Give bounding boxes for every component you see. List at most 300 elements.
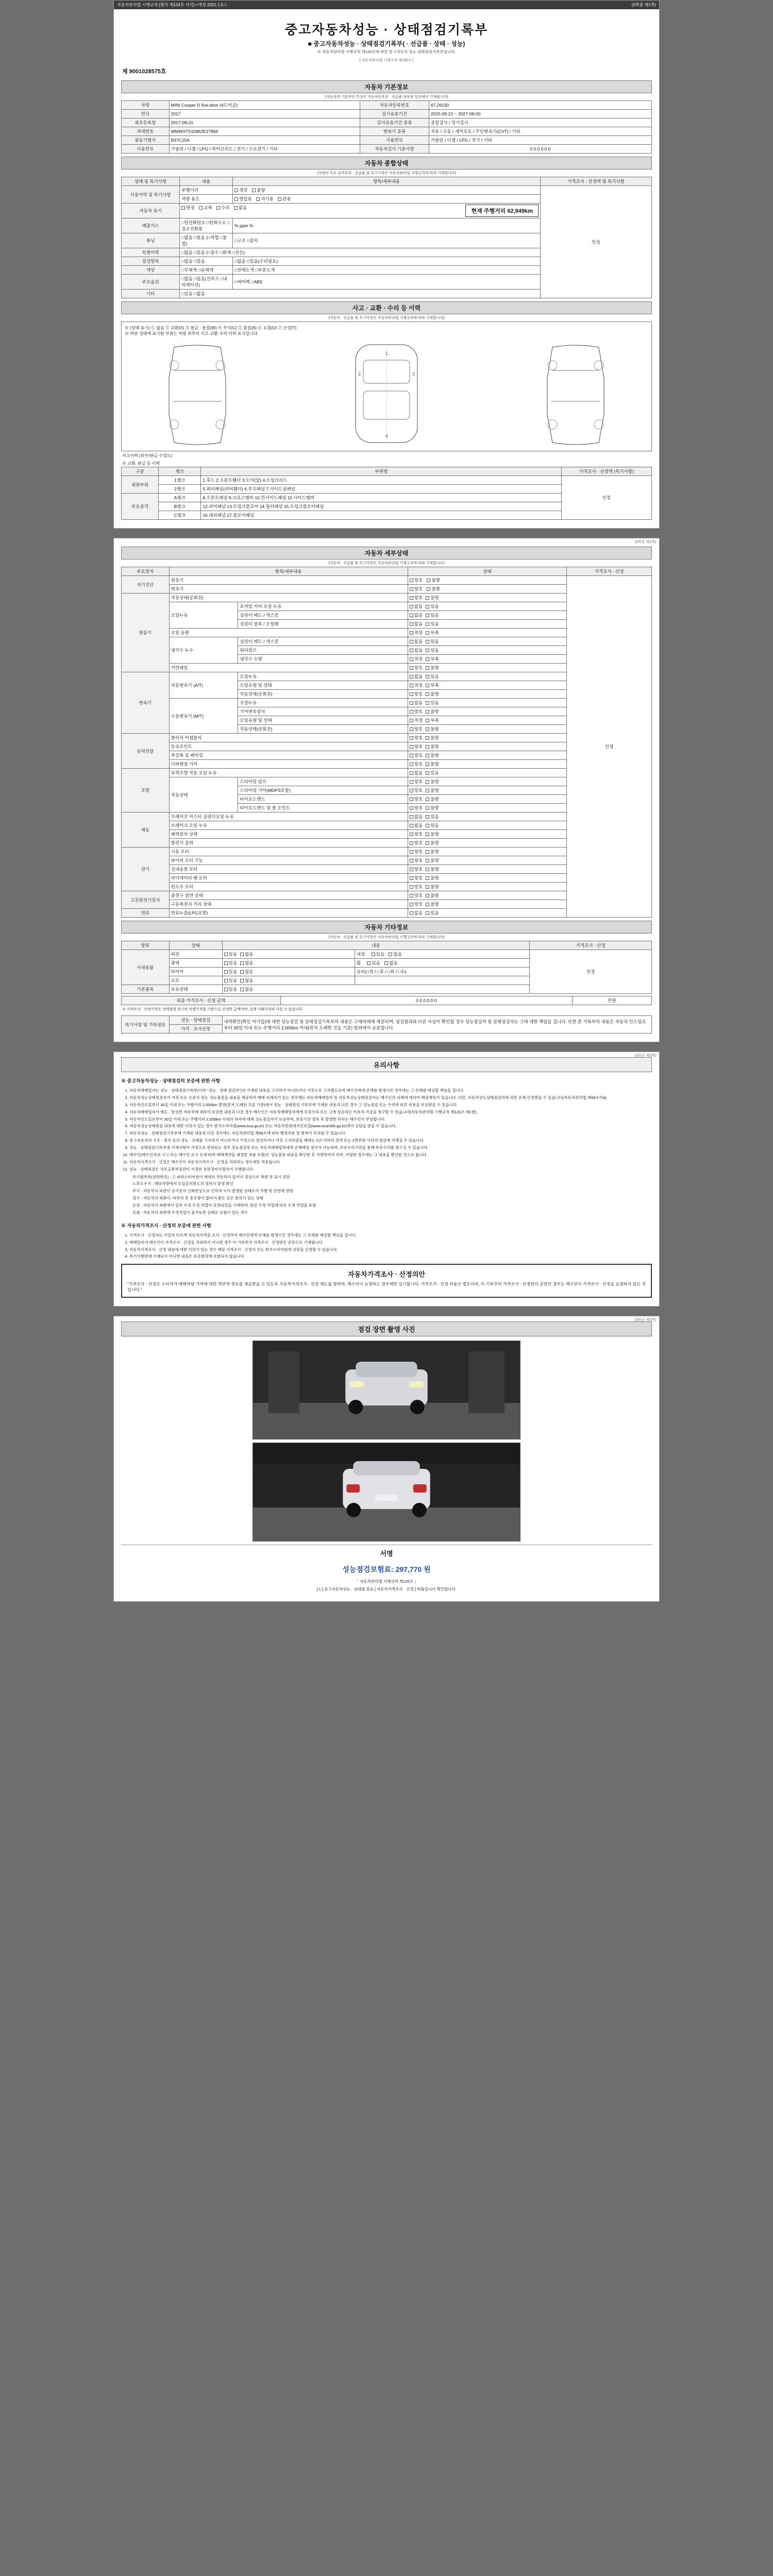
detail-sub-1-2: 실린더 헤드 / 개스킷: [238, 611, 408, 620]
checkbox-option[interactable]: 정상: [234, 187, 247, 193]
page-2: [113, 538, 660, 1042]
parts-items-0: 1.후드 2.프론트휀더 3.도어(앞) 4.트렁크리드: [201, 476, 562, 485]
checkbox-option[interactable]: 불량: [426, 595, 439, 601]
checkbox-option[interactable]: 있음: [372, 951, 384, 957]
checkbox-option[interactable]: 양호: [410, 787, 423, 793]
detail-item-6-4: 윈도우 모터: [169, 883, 408, 891]
other-header-3: 가격조사 · 산정: [530, 941, 652, 950]
overall-signature: 인정: [540, 186, 651, 298]
overall-state-table: [121, 177, 652, 298]
detail-opts-2-6: [408, 725, 567, 734]
checkbox-option[interactable]: 양호: [410, 735, 423, 741]
page-1: [113, 0, 660, 529]
parts-signature: 인정: [562, 476, 652, 520]
detail-header-0: 주요장치: [122, 567, 170, 576]
list-item: 검수 : 자동차의 외판이, 피부의 종 중요항이 없어서 좋은 감은 분위기 있는 상태: [132, 1196, 263, 1201]
signature-section-title: 서명: [121, 1545, 652, 1561]
list-item: 노후도수지 : 해당차량에서 오일감지한도의 정차시 발생 확인: [132, 1181, 233, 1187]
other-cat-4: 기본품목: [122, 985, 170, 994]
checkbox-option[interactable]: 불량: [426, 778, 439, 785]
checkbox-option[interactable]: 있음: [224, 977, 237, 984]
parts-rank-1: 2랭크: [159, 485, 201, 494]
remarks-text: 내역확인(확인 미기입)에 대한 성능점검 및 상태점검기록부의 내용은 구매자에게 제공되며, 점검결과와 다른 사실이 확인될 경우 성능점검자 및 상태점검자는 그에 대한 책임을 집니다. 또한 본 기록부의 내용은 자동차 인도일로부터 30일 이내 또는 주행거리 2,000km 이내(먼저 도래한 것을 기준) 범위에서 유효합니다.: [222, 1016, 652, 1033]
detail-sub-1-3: 실린더 블록 / 오일팬: [238, 620, 408, 629]
list-item: 4. 특기사항란에 기재되지 아니한 내용은 보증범위에 포함되지 않습니다.: [129, 1254, 652, 1260]
detail-opts-4-2: [408, 786, 567, 795]
parts-items-1: 5.쿼터패널(리어휀더) 6.루프패널 7.사이드실패널: [201, 485, 562, 494]
parts-col-items: 부위명: [201, 467, 562, 476]
checkbox-option[interactable]: 부족: [426, 630, 439, 636]
checkbox-option[interactable]: 있음: [426, 647, 439, 653]
car-top-diagram: [304, 340, 469, 448]
detail-item-1-1: 오일누유: [169, 602, 238, 629]
detail-item-3-1: 등속조인트: [169, 742, 408, 751]
overall-content-6: □없음 □있음: [180, 257, 233, 266]
checkbox-option[interactable]: 적정: [410, 717, 423, 723]
overall-header-1: 내용: [180, 177, 233, 186]
checkbox-option[interactable]: 양호: [410, 857, 423, 863]
detail-item-2-3: 수동변속기 (M/T): [169, 699, 238, 734]
checkbox-option[interactable]: 없음: [410, 910, 423, 916]
checkbox-option[interactable]: 불량: [252, 187, 265, 193]
table-row: [122, 101, 652, 110]
basic-value-0: MINI Cooper D five-door (4도어급): [169, 101, 360, 110]
notice-heading-2: ※ 자동차가격조사 · 산정의 보증에 관한 사항: [121, 1223, 211, 1228]
checkbox-option[interactable]: 있음: [224, 969, 237, 975]
checkbox-option[interactable]: 불량: [426, 892, 439, 899]
checkbox-option[interactable]: 있음: [426, 814, 439, 820]
detail-item-6-3: 라디에이터 팬 모터: [169, 874, 408, 883]
detail-opts-2-5: [408, 716, 567, 725]
checkbox-option[interactable]: 불량: [426, 743, 439, 750]
header-note: ※ 자동차관리법 시행규칙 제120조에 따른 중고자동차 성능·상태점검기록부입니다.: [317, 49, 456, 54]
other-opts-1: [222, 959, 355, 968]
overall-label-5: 특별이력: [122, 248, 180, 257]
detail-opts-6-0: [408, 848, 567, 856]
checkbox-option[interactable]: 양호: [410, 752, 423, 758]
car-side-right-diagram: [537, 340, 614, 448]
checkbox-option[interactable]: 불량: [426, 840, 439, 846]
detail-opts-4-4: [408, 804, 567, 812]
detail-item-0-0: 원동기: [169, 576, 408, 585]
detail-opts-1-6: [408, 646, 567, 655]
checkbox-option[interactable]: 불량: [426, 752, 439, 758]
other-item2-2: 유리(□전 / □후 / □좌 / □우): [355, 968, 530, 976]
checkbox-option[interactable]: 불량: [426, 831, 439, 837]
page-subtitle: ■ 중고자동차성능 · 상태점검기록부( · 선급품 · 상태 · 성능): [308, 40, 465, 47]
table-row: [122, 476, 652, 485]
section-other-note: (자동차 · 선급품 및 특기사항은 자동차관리법 시행규칙에 따라 기재합니다): [328, 936, 445, 939]
parts-col-rank: 랭크: [159, 467, 201, 476]
list-item: 1. 가격조사 · 산정자는 사실과 다르게 자동차가격을 조사 · 산정하여 매수인에게 손해를 발생시킨 경우에는 그 손해를 배상할 책임을 집니다.: [129, 1233, 652, 1239]
checkbox-option[interactable]: 양호: [410, 761, 423, 767]
table-row: [122, 110, 652, 118]
detail-opts-3-2: [408, 751, 567, 760]
overall-content-2: [180, 204, 541, 218]
footer-note-1: 「 자동차관리법 시행규칙 제120조 」: [355, 1579, 418, 1584]
table-header-row: [122, 467, 652, 476]
detail-opts-0-1: [408, 585, 567, 594]
checkbox-option[interactable]: 없음: [410, 647, 423, 653]
checkbox-option[interactable]: 양호: [410, 849, 423, 855]
detail-header-2: 상태: [408, 567, 567, 576]
parts-rank-3: B랭크: [159, 502, 201, 511]
overall-content-1: 차량 용도: [180, 195, 233, 204]
checkbox-option[interactable]: 불량: [426, 857, 439, 863]
parts-cat-0: 외판부위: [122, 476, 159, 494]
checkbox-option[interactable]: 자가용: [256, 196, 274, 202]
basic-value2-1: 2025-09-21 ~ 2027-08-00: [429, 110, 651, 118]
svg-text:1: 1: [385, 351, 389, 356]
table-row: [122, 118, 652, 127]
parts-rank-2: A랭크: [159, 494, 201, 502]
list-item: 7. 자동차성능 · 상태점검기록부에 기재된 내용과 다른 경우에는 자동차관리법 제58조에 따라 행정처분 및 벌칙이 부과될 수 있습니다.: [129, 1131, 652, 1137]
remarks-table: [121, 1015, 652, 1033]
checkbox-option[interactable]: 불량: [426, 805, 439, 811]
list-item: 9. 성능 · 상태점검기록부에 기재사항이 거짓으로 판단되는 경우 성능점검장 또는 자동차매매업자에게 손해배상 청구가 가능하며, 보증수리기관을 통해 보증수리를 받으실 수 있습니다.: [129, 1145, 652, 1151]
checkbox-option[interactable]: 적정: [410, 682, 423, 688]
detail-item-6-0: 시동 모터: [169, 848, 408, 856]
basic-value-4: 가솔린 / 디젤 / LPG / 하이브리드 / 전기 / 수소전기 / 기타: [169, 145, 360, 154]
checkbox-option[interactable]: 없음: [389, 951, 401, 957]
list-item: 2. 자동차성능상태점검자가 거짓 또는 오류가 있는 성능점검을 내용을 제공하여 매매 피해자가 있는 경우에는 자동차매매업자 및 자동차성능상태점검자는 매수인의 피해에 대하여 배상책임이 있습니다. 다만, 자동차성능상태점검자에 의한 손해 산정받을 수 있습니다(자동차관리법 제58조의4).: [129, 1095, 652, 1101]
checkbox-option[interactable]: 없음: [410, 621, 423, 627]
other-opts-4: [222, 985, 530, 994]
list-item: 부식 : 자동차의 외판이 공기중의 산화현상으로 인하여 녹이 발생된 상태로서 주행 및 안전에 영향: [132, 1189, 293, 1194]
detail-group-6: 전기: [122, 848, 170, 891]
detail-item-5-1: 브레이크 오일 누유: [169, 821, 408, 830]
detail-opts-1-2: [408, 611, 567, 620]
checkbox-option[interactable]: 없음: [240, 951, 253, 957]
other-item2-label-1: 휠: [356, 960, 361, 965]
other-header-1: 상태: [169, 941, 222, 950]
price-guarantee-text: "가격조사 · 산정은 소비자가 매매차량 가격에 대한 객관적 정보를 제공받을 수 있도록 자동차가격조사 · 산정 제도를 말하며, 매수인이 요청하는 경우에만 실시합니다. 가격조사 · 산정 비용은 별도이며, 이 기록부의 가격조사 · 산정란이 공란인 경우는 매수인이 가격조사 · 산정을 요청하지 않은 것입니다.": [127, 1282, 646, 1293]
overall-detail-0: [233, 186, 541, 195]
checkbox-option[interactable]: 양호: [410, 726, 423, 732]
detail-opts-3-1: [408, 742, 567, 751]
checkbox-option[interactable]: 없음: [234, 205, 247, 211]
checkbox-option[interactable]: 불량: [427, 577, 440, 583]
detail-item-6-2: 실내송풍 모터: [169, 865, 408, 874]
table-header-row: [122, 567, 652, 576]
detail-item-7-1: 구동축전지 격리 상태: [169, 900, 408, 909]
checkbox-option[interactable]: 없음: [410, 612, 423, 618]
parts-items-3: 12.리어패널 13.트렁크플로어 14.필러패널 15.트렁크플로어패널: [201, 502, 562, 511]
checkbox-option[interactable]: 있음: [426, 621, 439, 627]
detail-item-2-0: 자동변속기 (A/T): [169, 672, 238, 699]
checkbox-option[interactable]: 불량: [426, 787, 439, 793]
other-item-1: 광택: [169, 959, 222, 968]
checkbox-option[interactable]: 양호: [410, 743, 423, 750]
checkbox-option[interactable]: 양호: [410, 577, 423, 583]
price-guarantee-box: [121, 1264, 652, 1298]
section-basic-title: 자동차 기본정보: [121, 80, 652, 93]
checkbox-option[interactable]: 양호: [410, 866, 423, 872]
detail-header-3: 가격조사 · 산정: [567, 567, 652, 576]
checkbox-option[interactable]: 양호: [410, 691, 423, 697]
overall-label-2: 자동차 표기: [122, 204, 180, 218]
checkbox-option[interactable]: 있음: [426, 603, 439, 609]
checkbox-option[interactable]: 없음: [240, 969, 253, 975]
list-item: 8. 중고자동차의 구조 · 장치 등의 성능 · 상태를 고지하지 아니하거나 거짓으로 점검하거나 거짓 고지하였을 때에는 2년 이하의 징역 또는 2천만원 이하의 벌금에 처해질 수 있습니다.: [129, 1138, 652, 1144]
checkbox-option[interactable]: 없음: [240, 977, 253, 984]
checkbox-option[interactable]: 부족: [426, 717, 439, 723]
checkbox-option[interactable]: 있음: [426, 770, 439, 776]
overall-header-3: 가격조사 · 산정액 및 특기사항: [540, 177, 651, 186]
checkbox-option[interactable]: 불량: [426, 665, 439, 671]
list-item: 3. 자동차인도일부터 30일 이내 또는 주행거리 2,000km 범위(먼저 도래한 것을 기준)에서 성능 · 상태점검 기록부에 기재된 내용과 다른 경우 그 성능점검 또는 수리에 따른 비용을 보상받을 수 있습니다.: [129, 1103, 652, 1108]
detail-sub-2-2: 작동상태(공회전): [238, 690, 408, 699]
final-price-label: 최종 가격조사 · 산정 금액: [122, 996, 281, 1005]
detail-item-1-4: 오일 유량: [169, 629, 408, 637]
notice-list-1: [121, 1088, 652, 1173]
notice-list-2: [121, 1233, 652, 1260]
form-reference: 자동차관리법 시행규칙 [별지 제134호 서식] <개정 2021.1.5.>: [117, 3, 227, 7]
section-accident-note: (자동차 · 선급품 및 특기사항은 자동차관리법 시행규칙에 따라 기재합니다): [328, 316, 445, 320]
table-row: [122, 145, 652, 154]
detail-opts-1-8: [408, 664, 567, 672]
page-number-2: (3쪽중 제2쪽): [634, 540, 656, 544]
overall-detail-1: [233, 195, 541, 204]
checkbox-option[interactable]: 없음: [410, 822, 423, 828]
checkbox-option[interactable]: 없음: [410, 814, 423, 820]
detail-opts-5-2: [408, 830, 567, 839]
detail-item-3-3: 디퍼렌셜 기어: [169, 760, 408, 769]
checkbox-option[interactable]: 불량: [426, 708, 439, 715]
checkbox-option[interactable]: 불량: [426, 901, 439, 907]
detail-opts-4-3: [408, 795, 567, 804]
checkbox-option[interactable]: 양호: [410, 586, 423, 592]
overall-content-5: □없음 □있음 (□침수 □화재 □전손): [180, 248, 541, 257]
checkbox-option[interactable]: 영업용: [234, 196, 252, 202]
car-damage-diagram: [121, 321, 652, 451]
checkbox-option[interactable]: 양호: [410, 840, 423, 846]
checkbox-option[interactable]: 불량: [426, 884, 439, 890]
detail-opts-1-5: [408, 637, 567, 646]
detail-sub-2-6: 작동상태(공회전): [238, 725, 408, 734]
detail-opts-1-4: [408, 629, 567, 637]
checkbox-option[interactable]: 관용: [278, 196, 291, 202]
section-other-title: 자동차 기타정보: [121, 921, 652, 934]
detail-item-5-3: 발전기 출력: [169, 839, 408, 848]
checkbox-option[interactable]: 불량: [426, 761, 439, 767]
checkbox-option[interactable]: 적정: [410, 656, 423, 662]
detail-opts-2-2: [408, 690, 567, 699]
checkbox-option[interactable]: 불량: [426, 726, 439, 732]
list-item: 3. 자동차가격조사 · 산정 내용에 대한 이의가 있는 경우 해당 가격조사 · 산정자 또는 한국소비자원에 상담을 신청할 수 있습니다.: [129, 1247, 652, 1253]
overall-detail-6: □없음 □있음(수리필요): [233, 257, 541, 266]
other-cat-0: 사내용품: [122, 950, 170, 985]
other-item-0: 외관: [169, 950, 222, 959]
mileage-label: 현재 주행거리: [471, 208, 506, 214]
other-item2-0: [355, 950, 530, 959]
checkbox-option[interactable]: 양호: [410, 884, 423, 890]
section-accident-title: 사고 · 교환 · 수리 등 이력: [121, 301, 652, 314]
photo-section-title: 점검 장면 촬영 사진: [121, 1321, 652, 1336]
detail-sub-1-5: 실린더 헤드 / 개스킷: [238, 637, 408, 646]
checkbox-option[interactable]: 양호: [410, 778, 423, 785]
detail-sub-1-6: 워터펌프: [238, 646, 408, 655]
detail-item-8-0: 연료누출(LPG포함): [169, 909, 408, 918]
detail-opts-6-3: [408, 874, 567, 883]
checkbox-option[interactable]: 있음: [426, 612, 439, 618]
list-item: 11. 자동차가격조사 · 산정은 매수인이 자동차가격조사 · 산정을 의뢰하는 경우에만 적용됩니다.: [129, 1160, 652, 1165]
overall-header-0: 상태 및 특기사항: [122, 177, 180, 186]
basic-value2-3: 자동 / 수동 / 세미오토 / 무단변속기(CVT) / 기타: [429, 127, 651, 136]
checkbox-option[interactable]: 없음: [240, 960, 253, 966]
detail-opts-2-4: [408, 707, 567, 716]
checkbox-option[interactable]: 없음: [384, 960, 397, 966]
checkbox-option[interactable]: 적정: [410, 630, 423, 636]
header-law: [ 자동차관리법 시행규칙 제120조 ]: [359, 59, 414, 62]
checkbox-option[interactable]: 없음: [410, 603, 423, 609]
basic-label2-2: 검사유효기간 종류: [360, 118, 429, 127]
detail-opts-2-0: [408, 672, 567, 681]
table-row: [122, 950, 652, 959]
inspection-fee: 성능점검보험료: 297,770 원: [342, 1565, 431, 1574]
checkbox-option[interactable]: 있음: [224, 951, 237, 957]
checkbox-option[interactable]: 변경: [181, 205, 194, 211]
detail-opts-7-0: [408, 891, 567, 900]
list-item: 4. 자동차매매업자가 매도 · 알선한 자동차에 대하여 보증한 내용과 다른 경우 매수인은 자동차매매업자에게 보증수리 또는 그에 상응하는 비용의 지급을 청구할 수 있습니다(자동차관리법 시행규칙 제120조 제1항).: [129, 1110, 652, 1115]
checkbox-option[interactable]: 불량: [426, 866, 439, 872]
checkbox-option[interactable]: 있음: [426, 638, 439, 645]
table-row: [122, 576, 652, 585]
other-signature: 인정: [530, 950, 652, 994]
checkbox-option[interactable]: 불량: [426, 735, 439, 741]
overall-label-3: 배출가스: [122, 218, 180, 233]
checkbox-option[interactable]: 있음: [426, 700, 439, 706]
table-row: [122, 186, 652, 195]
car-side-left-diagram: [159, 340, 236, 448]
detail-opts-6-2: [408, 865, 567, 874]
checkbox-option[interactable]: 없음: [240, 986, 253, 992]
checkbox-option[interactable]: 불량: [427, 586, 440, 592]
page-number-3: (3쪽중 제3쪽): [634, 1054, 656, 1058]
checkbox-option[interactable]: 불량: [426, 849, 439, 855]
checkbox-option[interactable]: 없음: [410, 700, 423, 706]
checkbox-option[interactable]: 있음: [426, 822, 439, 828]
list-item: 10. 매수인(매수인과의 시고 또는 매수인 요구 등에 따라 매매계약을 체결한 자를 포함)은 성능점검 내용을 확인한 후 서명하여야 하며, 서명한 경우에는 그 내용을 확인한 것으로 봅니다.: [129, 1153, 652, 1158]
detail-opts-7-1: [408, 900, 567, 909]
checkbox-option[interactable]: 있음: [224, 960, 237, 966]
parts-rank-0: 1랭크: [159, 476, 201, 485]
overall-detail-4: □구조 □장치: [233, 233, 541, 248]
overall-label-4: 튜닝: [122, 233, 180, 248]
checkbox-option[interactable]: 있음: [426, 673, 439, 680]
checkbox-option[interactable]: 양호: [410, 708, 423, 715]
detail-opts-0-0: [408, 576, 567, 585]
detail-group-4: 조향: [122, 769, 170, 812]
checkbox-option[interactable]: 부족: [426, 682, 439, 688]
basic-label2-6: 자동차검사 기준사항: [360, 145, 429, 154]
accident-legend-1: ※ (상태 표시) ① 없음 ② 교환(X) ③ 판금 · 용접(W) ④ 부식(C) ⑤ 흠집(A) ⑥ 요철(U) ⑦ 손상(T): [125, 326, 297, 330]
detail-item-1-0: 작동상태(공회전): [169, 594, 408, 602]
parts-items-2: 8.프론트패널 9.크로스멤버 10.인사이드패널 11.사이드멤버: [201, 494, 562, 502]
list-item: 보기별목록(상단번호) : ① 파워스티어링이 제대로 작동하지 않거나 정상으로 복원 및 표시 진단: [132, 1174, 290, 1179]
overall-label-9: 기타: [122, 290, 180, 298]
detail-opts-1-7: [408, 655, 567, 664]
checkbox-option[interactable]: 양호: [410, 901, 423, 907]
basic-value-1: 2017: [169, 110, 360, 118]
checkbox-option[interactable]: 있음: [426, 910, 439, 916]
other-item-2: 타이어: [169, 968, 222, 976]
overall-label-0: 사용이력 및 특기사항: [122, 186, 180, 204]
front-photo: [253, 1341, 520, 1439]
accident-parts-title: 사고이력 (외부/판금 수절도): [122, 453, 173, 458]
other-item-4: 보유상태: [169, 985, 222, 994]
detail-group-2: 변속기: [122, 672, 170, 734]
detail-opts-5-3: [408, 839, 567, 848]
list-item: 손상 : 자동차의 외판에서 일부 수정 수정 작업이 요청되었을 기재하며, 판금 수정 작업에 따른 도색 작업을 포함: [132, 1203, 316, 1208]
final-price-note: ※ 가격조사 · 산정가격은 상태점검 당시의 차량가격을 기준으로 산정한 금액이며, 실제 거래가격과 다를 수 있습니다.: [122, 1008, 304, 1011]
form-topbar: [114, 1, 659, 9]
checkbox-option[interactable]: 있음: [367, 960, 380, 966]
basic-label-1: 연식: [122, 110, 170, 118]
checkbox-option[interactable]: 양호: [410, 665, 423, 671]
checkbox-option[interactable]: 양호: [410, 805, 423, 811]
checkbox-option[interactable]: 양호: [410, 595, 423, 601]
svg-text:2: 2: [412, 371, 415, 377]
section-detail-note: (자동차 · 선급품 및 특기사항은 자동차관리법 시행규칙에 따라 기재합니다): [328, 562, 445, 565]
detail-opts-2-3: [408, 699, 567, 707]
checkbox-option[interactable]: 부족: [426, 656, 439, 662]
checkbox-option[interactable]: 불량: [426, 796, 439, 802]
accident-parts-note: ※ 교환, 판금 등 이력: [122, 461, 160, 466]
basic-info-table: [121, 100, 652, 154]
checkbox-option[interactable]: 불량: [426, 691, 439, 697]
inspection-digits: 0 0 0 0 0 0: [429, 145, 651, 154]
checkbox-option[interactable]: 있음: [224, 986, 237, 992]
checkbox-option[interactable]: 없음: [410, 638, 423, 645]
detail-sub-2-3: 오일누유: [238, 699, 408, 707]
detail-item-7-0: 충전구 절연 상태: [169, 891, 408, 900]
checkbox-option[interactable]: 수리: [216, 205, 229, 211]
footer-note-3: [ 1 ] 중고자동차성능 · 상태점 검표 [ 자동차가격조사 · 산정 ] 바랍입니다 확인합니다.: [316, 1587, 457, 1592]
other-item2-3: [355, 976, 530, 985]
detail-sub-2-5: 오일유량 및 상태: [238, 716, 408, 725]
mileage-box: [465, 205, 538, 217]
checkbox-option[interactable]: 양호: [410, 892, 423, 899]
overall-label-6: 점검항목: [122, 257, 180, 266]
notice-sublist: [121, 1175, 652, 1216]
rear-photo-wrap: [253, 1443, 520, 1541]
checkbox-option[interactable]: 불량: [426, 875, 439, 881]
inspection-fee-label: 성능점검보험료: [342, 1565, 392, 1574]
detail-opts-6-1: [408, 856, 567, 865]
overall-content-4: □없음 □있음 (□적법 □불법): [180, 233, 233, 248]
checkbox-option[interactable]: 양호: [410, 875, 423, 881]
checkbox-option[interactable]: 교체: [199, 205, 212, 211]
parts-col-price: 가격조사 · 산정액 (특기사항): [562, 467, 652, 476]
basic-value-5: B37C15A: [169, 136, 360, 145]
list-item: 6. 자동차성능상태점검 내용에 대한 이의가 있는 경우 한국소비자원(www.kca.go.kr) 또는 자동차민원대국민포털(www.ecar365.go.kr)에서 상담을 받을 수 있습니다.: [129, 1124, 652, 1129]
final-price-digits: 0 0 0 0 0 0: [280, 996, 572, 1005]
checkbox-option[interactable]: 없음: [410, 770, 423, 776]
checkbox-option[interactable]: 없음: [410, 673, 423, 680]
overall-label-8: 주요옵션: [122, 275, 180, 290]
other-opts-0: [222, 950, 355, 959]
detail-opts-1-0: [408, 594, 567, 602]
basic-value-2: 2017-09-21: [169, 118, 360, 127]
detail-item-3-2: 추진축 및 베어링: [169, 751, 408, 760]
checkbox-option[interactable]: 양호: [410, 796, 423, 802]
checkbox-option[interactable]: 양호: [410, 831, 423, 837]
detail-group-8: 연료: [122, 909, 170, 918]
detail-opts-6-4: [408, 883, 567, 891]
detail-sub-1-1: 로커암 커버 오일 누유: [238, 602, 408, 611]
svg-text:4: 4: [385, 433, 389, 438]
